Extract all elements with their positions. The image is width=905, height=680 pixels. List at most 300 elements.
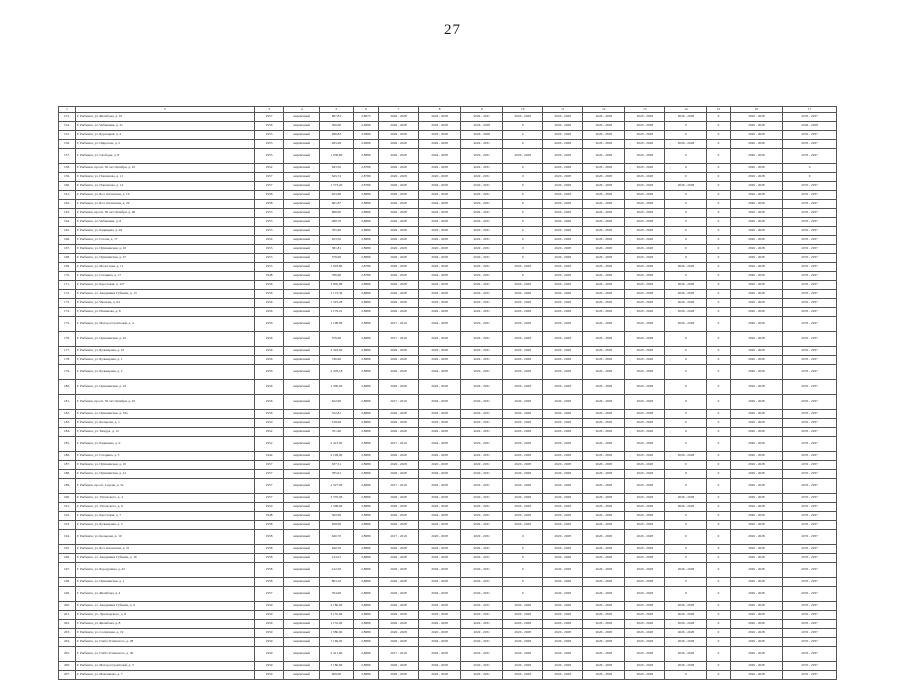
table-cell: 2029 - 2031 — [461, 611, 503, 620]
table-cell: 2026 - 2028 — [730, 470, 783, 479]
table-cell: 622,90 — [320, 395, 354, 410]
table-cell: 2026 - 2028 — [419, 131, 461, 140]
table-cell: 0 — [707, 272, 730, 281]
table-cell: 2,8986 — [353, 317, 378, 332]
table-cell: 2,8986 — [353, 227, 378, 236]
table-cell: 2026 - 2028 — [543, 365, 583, 380]
table-cell: 0 — [665, 479, 707, 494]
table-cell: 1956 — [254, 308, 283, 317]
table-cell: 2026 - 2028 — [419, 122, 461, 131]
table-cell: 2026 - 2028 — [730, 173, 783, 182]
table-cell: 0 — [707, 620, 730, 629]
address-cell: Г. Рыбинск, ул. Свободы, д. 8 — [75, 149, 254, 164]
table-cell: 2029 - 2031 — [461, 191, 503, 200]
table-cell: 1959 — [254, 662, 283, 671]
table-cell: 2026 - 2028 — [583, 227, 625, 236]
table-cell: 2026 - 2028 — [379, 662, 419, 671]
table-cell: кирпичный — [284, 356, 320, 365]
table-cell: 2026 - 2028 — [625, 647, 665, 662]
table-cell: 1956 — [254, 410, 283, 419]
row-number: 184. — [59, 428, 76, 437]
table-row — [59, 263, 837, 272]
row-number: 175. — [59, 317, 76, 332]
table-cell: 2026 - 2028 — [379, 290, 419, 299]
table-cell: 2029 - 2031 — [461, 164, 503, 173]
table-cell: 2026 - 2028 — [379, 245, 419, 254]
table-cell: 2029 - 2031 — [461, 140, 503, 149]
table-cell: 2,8986 — [353, 512, 378, 521]
table-row — [59, 290, 837, 299]
table-cell: 2026 - 2028 — [625, 308, 665, 317]
table-cell: 2,8986 — [353, 470, 378, 479]
row-number: 156. — [59, 140, 76, 149]
table-cell: 1950 — [254, 419, 283, 428]
table-cell: 1 618,80 — [320, 263, 354, 272]
table-cell: 3 376,06 — [320, 494, 354, 503]
table-cell: 0 — [707, 611, 730, 620]
table-cell: 0 — [707, 671, 730, 680]
address-cell: Г. Рыбинск, ул. Бульварная, д. 10 — [75, 347, 254, 356]
table-cell: 2026 - 2028 — [419, 347, 461, 356]
table-cell: 669,00 — [320, 671, 354, 680]
table-cell: 2026 - 2028 — [419, 209, 461, 218]
address-cell: Г. Рыбинск, ул. Максимова, д. 7 — [75, 671, 254, 680]
table-cell: 2026 - 2028 — [503, 365, 543, 380]
table-cell: 0 — [707, 182, 730, 191]
table-cell: кирпичный — [284, 602, 320, 611]
table-cell: 2029 - 2031 — [461, 308, 503, 317]
table-cell: 2,8986 — [353, 611, 378, 620]
table-cell: 0 — [503, 530, 543, 545]
table-cell: 2026 - 2028 — [379, 638, 419, 647]
table-cell: 2026 - 2028 — [583, 578, 625, 587]
table-cell: 2026 - 2028 — [379, 452, 419, 461]
table-cell: 2026 - 2028 — [543, 308, 583, 317]
table-cell: 0 — [707, 554, 730, 563]
table-cell: 2026 - 2028 — [419, 272, 461, 281]
table-cell: 0 — [503, 227, 543, 236]
table-cell: 2017 - 2019 — [379, 317, 419, 332]
table-cell: 1 135,00 — [320, 620, 354, 629]
table-cell: 1 508,00 — [320, 503, 354, 512]
row-number: 170. — [59, 272, 76, 281]
table-cell: 2026 - 2028 — [543, 236, 583, 245]
table-cell: кирпичный — [284, 470, 320, 479]
table-cell: 0 — [665, 365, 707, 380]
table-row — [59, 494, 837, 503]
table-cell: 2026 - 2028 — [625, 410, 665, 419]
table-cell: 0 — [665, 131, 707, 140]
table-cell: 0 — [707, 164, 730, 173]
table-cell: кирпичный — [284, 545, 320, 554]
row-number: 177. — [59, 347, 76, 356]
table-cell: 1958 — [254, 554, 283, 563]
table-cell: 2 527,00 — [320, 479, 354, 494]
table-cell: 1 573,20 — [320, 182, 354, 191]
address-cell: Г. Рыбинск, ул. Пирогова, д. 2 — [75, 140, 254, 149]
table-cell: 2026 - 2028 — [543, 611, 583, 620]
table-cell: 0 — [665, 227, 707, 236]
table-cell: 1956 — [254, 380, 283, 395]
table-cell: 2026 - 2028 — [419, 356, 461, 365]
table-cell: 2026 - 2028 — [379, 299, 419, 308]
table-cell: 2,8986 — [353, 452, 378, 461]
table-cell: 2026 - 2028 — [730, 191, 783, 200]
table-cell: 2,8986 — [353, 380, 378, 395]
table-cell: 2026 - 2028 — [583, 545, 625, 554]
table-cell: 2029 - 2031 — [461, 587, 503, 602]
table-row — [59, 512, 837, 521]
table-cell: 2029 - 2031 — [461, 356, 503, 365]
table-cell: 2026 - 2028 — [543, 530, 583, 545]
table-cell: 2026 - 2028 — [543, 671, 583, 680]
table-cell: кирпичный — [284, 554, 320, 563]
table-cell: 1956 — [254, 122, 283, 131]
table-cell: 623,50 — [320, 236, 354, 245]
table-row — [59, 209, 837, 218]
table-cell: 2026 - 2028 — [730, 494, 783, 503]
row-number: 161. — [59, 191, 76, 200]
table-cell: 2026 - 2028 — [583, 200, 625, 209]
table-cell: 2026 - 2028 — [543, 521, 583, 530]
table-cell: 2,8986 — [353, 191, 378, 200]
table-cell: 0 — [665, 236, 707, 245]
table-cell: 637,51 — [320, 461, 354, 470]
table-cell: 620,70 — [320, 530, 354, 545]
table-cell: 0 — [783, 164, 837, 173]
table-cell: 0 — [503, 545, 543, 554]
table-cell: 2026 - 2028 — [665, 647, 707, 662]
row-number: 186. — [59, 452, 76, 461]
table-cell: 2035 - 2037 — [783, 545, 837, 554]
table-cell: 2026 - 2028 — [583, 671, 625, 680]
table-cell: 2029 - 2031 — [461, 638, 503, 647]
table-cell: 2029 - 2031 — [461, 332, 503, 347]
table-cell: 2026 - 2028 — [543, 512, 583, 521]
table-cell: 0 — [665, 356, 707, 365]
column-number: 16 — [730, 107, 783, 113]
table-cell: 2026 - 2028 — [583, 356, 625, 365]
table-cell: 1955 — [254, 263, 283, 272]
table-cell: 1956 — [254, 290, 283, 299]
table-row — [59, 182, 837, 191]
table-cell: 2029 - 2031 — [461, 281, 503, 290]
row-number: 178. — [59, 356, 76, 365]
table-cell: 2026 - 2028 — [625, 380, 665, 395]
table-cell: 2026 - 2028 — [583, 263, 625, 272]
table-cell: 2029 - 2031 — [461, 671, 503, 680]
table-cell: 2026 - 2028 — [625, 299, 665, 308]
row-number: 195. — [59, 545, 76, 554]
table-cell: 2026 - 2028 — [379, 671, 419, 680]
table-cell: 2026 - 2028 — [419, 563, 461, 578]
row-number: 160. — [59, 182, 76, 191]
table-cell: 2026 - 2028 — [543, 347, 583, 356]
table-cell: 2026 - 2028 — [625, 452, 665, 461]
table-cell: 2026 - 2028 — [543, 629, 583, 638]
table-cell: кирпичный — [284, 419, 320, 428]
table-row — [59, 245, 837, 254]
row-number: 154. — [59, 122, 76, 131]
table-cell: 2035 - 2037 — [783, 521, 837, 530]
table-cell: 2026 - 2028 — [419, 263, 461, 272]
row-number: 200. — [59, 602, 76, 611]
table-cell: 2026 - 2028 — [665, 308, 707, 317]
table-cell: 2026 - 2028 — [543, 620, 583, 629]
table-row — [59, 410, 837, 419]
table-cell: 2026 - 2028 — [543, 410, 583, 419]
table-cell: 0 — [707, 356, 730, 365]
table-cell: 2026 - 2028 — [419, 395, 461, 410]
table-cell: 2026 - 2028 — [583, 182, 625, 191]
address-cell: Г. Рыбинск, просп. Серова, д. 3а — [75, 479, 254, 494]
table-cell: 2029 - 2031 — [461, 272, 503, 281]
table-cell: 2026 - 2028 — [730, 254, 783, 263]
table-cell: 2,8986 — [353, 530, 378, 545]
table-cell: 2026 - 2028 — [379, 545, 419, 554]
row-number: 188. — [59, 470, 76, 479]
table-cell: 2026 - 2028 — [625, 245, 665, 254]
table-cell: 2,8986 — [353, 437, 378, 452]
table-cell: 2026 - 2028 — [625, 521, 665, 530]
table-cell: 640,50 — [320, 545, 354, 554]
table-row — [59, 470, 837, 479]
table-cell: 2035 - 2037 — [783, 140, 837, 149]
table-cell: кирпичный — [284, 479, 320, 494]
address-cell: Г. Рыбинск, ул. Академика Губкина, д. 9 — [75, 602, 254, 611]
table-cell: 2026 - 2028 — [379, 503, 419, 512]
table-cell: 2026 - 2028 — [625, 272, 665, 281]
table-cell: 1952 — [254, 428, 283, 437]
table-cell: 2026 - 2028 — [379, 521, 419, 530]
table-cell: 2026 - 2028 — [665, 563, 707, 578]
table-cell: 2026 - 2028 — [730, 299, 783, 308]
table-cell: 2026 - 2028 — [543, 317, 583, 332]
table-cell: 0 — [707, 227, 730, 236]
table-cell: 2026 - 2028 — [583, 272, 625, 281]
table-cell: 765,60 — [320, 227, 354, 236]
table-cell: 2026 - 2028 — [543, 164, 583, 173]
table-cell: 2026 - 2028 — [625, 494, 665, 503]
table-cell: 2,8986 — [353, 647, 378, 662]
table-cell: 1956 — [254, 317, 283, 332]
table-cell: 2026 - 2028 — [379, 236, 419, 245]
table-cell: 2026 - 2028 — [625, 545, 665, 554]
table-cell: 2026 - 2028 — [503, 437, 543, 452]
table-cell: 2 109,90 — [320, 452, 354, 461]
table-cell: 2026 - 2028 — [543, 452, 583, 461]
table-cell: 2026 - 2028 — [419, 200, 461, 209]
table-cell: 2026 - 2028 — [730, 638, 783, 647]
housing-register-table — [58, 106, 837, 680]
table-cell: 2026 - 2028 — [503, 419, 543, 428]
table-cell: 2026 - 2028 — [583, 164, 625, 173]
page-number: 27 — [444, 22, 461, 38]
table-cell: 2035 - 2037 — [783, 191, 837, 200]
table-cell: 2035 - 2037 — [783, 245, 837, 254]
address-cell: Г. Рыбинск, ул. Плеханова, д. 14 — [75, 182, 254, 191]
table-cell: 2026 - 2028 — [543, 638, 583, 647]
table-cell: 2029 - 2031 — [461, 470, 503, 479]
table-cell: 2029 - 2031 — [461, 227, 503, 236]
table-cell: 2026 - 2028 — [419, 245, 461, 254]
table-cell: 0 — [665, 545, 707, 554]
table-cell: 2026 - 2028 — [419, 530, 461, 545]
table-cell: 2026 - 2028 — [503, 503, 543, 512]
table-cell: 2035 - 2037 — [783, 410, 837, 419]
table-row — [59, 380, 837, 395]
table-cell: 2035 - 2037 — [783, 236, 837, 245]
table-row — [59, 272, 837, 281]
table-cell: 2026 - 2028 — [583, 209, 625, 218]
table-cell: 2026 - 2028 — [503, 629, 543, 638]
table-cell: 1957 — [254, 113, 283, 122]
row-number: 157. — [59, 149, 76, 164]
table-cell: 2026 - 2028 — [379, 611, 419, 620]
table-cell: 2026 - 2028 — [730, 461, 783, 470]
address-cell: Г. Рыбинск, ул. Ухтомского, д. 6 — [75, 503, 254, 512]
table-cell: 0 — [665, 164, 707, 173]
table-cell: 2 413,90 — [320, 437, 354, 452]
table-cell: 2026 - 2028 — [379, 254, 419, 263]
table-cell: 2026 - 2028 — [419, 308, 461, 317]
table-cell: 0 — [707, 209, 730, 218]
table-cell: 2026 - 2028 — [665, 182, 707, 191]
table-cell: 2026 - 2028 — [625, 587, 665, 602]
table-cell: кирпичный — [284, 428, 320, 437]
address-cell: Г. Рыбинск, ул. Крестовая, д. 127 — [75, 281, 254, 290]
table-cell: 2035 - 2037 — [783, 347, 837, 356]
table-cell: 2035 - 2037 — [783, 530, 837, 545]
table-row — [59, 452, 837, 461]
table-cell: 2026 - 2028 — [730, 419, 783, 428]
table-cell: кирпичный — [284, 437, 320, 452]
table-cell: 2026 - 2028 — [543, 587, 583, 602]
table-cell: 2026 - 2028 — [730, 671, 783, 680]
address-cell: Г. Рыбинск, ул. Пушкинская, д. 22 — [75, 332, 254, 347]
address-cell: Г. Рыбинск, ул. Радищева, д. 9 — [75, 437, 254, 452]
table-cell: 2026 - 2028 — [543, 218, 583, 227]
table-cell: кирпичный — [284, 122, 320, 131]
table-cell: 2,8786 — [353, 272, 378, 281]
table-cell: 2026 - 2028 — [503, 494, 543, 503]
table-cell: 418,06 — [320, 419, 354, 428]
table-cell: кирпичный — [284, 662, 320, 671]
table-cell: 2026 - 2028 — [379, 578, 419, 587]
table-cell: 2026 - 2028 — [379, 470, 419, 479]
table-cell: 0 — [665, 437, 707, 452]
table-cell: 2026 - 2028 — [583, 437, 625, 452]
table-cell: 1959 — [254, 638, 283, 647]
table-cell: 2029 - 2031 — [461, 620, 503, 629]
table-cell: 1956 — [254, 356, 283, 365]
table-cell: 0 — [665, 419, 707, 428]
table-cell: 2026 - 2028 — [379, 620, 419, 629]
table-cell: 2026 - 2028 — [730, 164, 783, 173]
address-cell: Г. Рыбинск, ул. Гагарина, д. 17 — [75, 272, 254, 281]
row-number: 158. — [59, 164, 76, 173]
table-cell: 1 179,01 — [320, 308, 354, 317]
table-cell: 2026 - 2028 — [379, 365, 419, 380]
table-cell: 1959 — [254, 611, 283, 620]
table-cell: 1957 — [254, 173, 283, 182]
table-cell: 2026 - 2028 — [543, 254, 583, 263]
table-cell: 2026 - 2028 — [419, 164, 461, 173]
table-cell: 2026 - 2028 — [379, 122, 419, 131]
table-cell: 2026 - 2028 — [583, 245, 625, 254]
column-number: 1 — [59, 107, 76, 113]
table-cell: 2026 - 2028 — [625, 395, 665, 410]
table-cell: 0 — [665, 122, 707, 131]
row-number: 167. — [59, 245, 76, 254]
table-cell: 2029 - 2031 — [461, 236, 503, 245]
table-row — [59, 437, 837, 452]
table-cell: 2026 - 2028 — [583, 218, 625, 227]
table-cell: 2,8986 — [353, 236, 378, 245]
table-cell: 1959 — [254, 620, 283, 629]
table-cell: 0 — [707, 530, 730, 545]
table-cell: 2026 - 2028 — [665, 503, 707, 512]
table-cell: 376,60 — [320, 332, 354, 347]
table-cell: кирпичный — [284, 530, 320, 545]
table-cell: кирпичный — [284, 191, 320, 200]
table-cell: 1 169,00 — [320, 638, 354, 647]
table-cell: 1958 — [254, 521, 283, 530]
table-cell: 1955 — [254, 131, 283, 140]
column-number: 17 — [783, 107, 837, 113]
table-cell: кирпичный — [284, 671, 320, 680]
table-cell: 1957 — [254, 182, 283, 191]
table-cell: 2035 - 2037 — [783, 200, 837, 209]
table-cell: 2026 - 2028 — [625, 419, 665, 428]
table-cell: 2,8986 — [353, 149, 378, 164]
table-cell: 2026 - 2028 — [665, 452, 707, 461]
table-cell: 2026 - 2028 — [665, 317, 707, 332]
table-cell: 3 186,60 — [320, 662, 354, 671]
table-cell: кирпичный — [284, 254, 320, 263]
table-cell: 658,00 — [320, 521, 354, 530]
column-number: 12 — [583, 107, 625, 113]
table-cell: 2026 - 2028 — [730, 521, 783, 530]
table-cell: 2026 - 2028 — [665, 611, 707, 620]
table-cell: 2026 - 2028 — [379, 113, 419, 122]
table-cell: 2035 - 2037 — [783, 272, 837, 281]
table-cell: 2026 - 2028 — [665, 140, 707, 149]
table-cell: 1944 — [254, 452, 283, 461]
table-cell: 0 — [707, 308, 730, 317]
table-cell: 2026 - 2028 — [543, 281, 583, 290]
table-cell: 286,83 — [320, 131, 354, 140]
table-cell: 1958 — [254, 191, 283, 200]
column-number: 5 — [320, 107, 354, 113]
table-cell: 2026 - 2028 — [730, 395, 783, 410]
address-cell: Г. Рыбинск, ул. Пушкинская, д. 12 — [75, 470, 254, 479]
table-cell: 2026 - 2028 — [543, 419, 583, 428]
table-cell: 1 173,36 — [320, 290, 354, 299]
table-cell: 2026 - 2028 — [379, 218, 419, 227]
table-cell: 2026 - 2028 — [665, 290, 707, 299]
table-cell: 2026 - 2028 — [730, 281, 783, 290]
row-number: 176. — [59, 332, 76, 347]
table-row — [59, 317, 837, 332]
table-cell: 0 — [665, 254, 707, 263]
table-cell: 2026 - 2028 — [419, 479, 461, 494]
table-cell: 2026 - 2028 — [625, 602, 665, 611]
table-cell: 2026 - 2028 — [730, 356, 783, 365]
table-cell: 2026 - 2028 — [625, 470, 665, 479]
table-cell: 1959 — [254, 671, 283, 680]
table-cell: 0 — [707, 629, 730, 638]
